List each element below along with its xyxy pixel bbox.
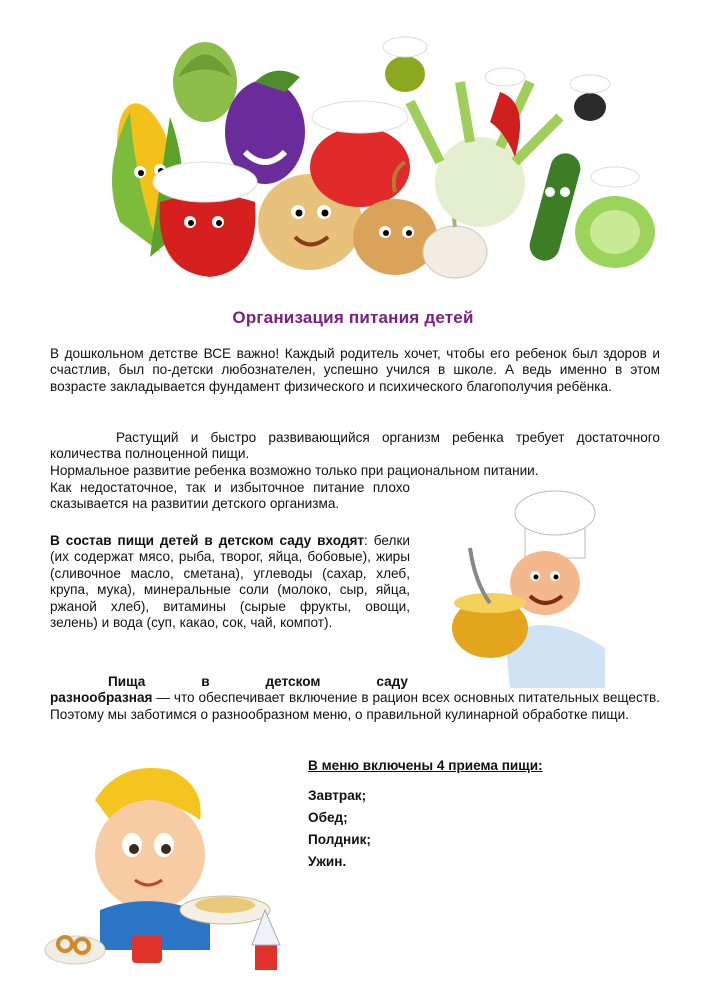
intro-paragraph: В дошкольном детстве ВСЕ важно! Каждый родитель хочет, чтобы его ребенок был здоров и счастлив, был по-детски любознателен, успешно учился в школе. А ведь именно в этом возрасте закладывается фундамент физического и психического благополучия ребёнка. xyxy=(50,346,660,394)
meal-breakfast: Завтрак; xyxy=(308,788,367,803)
meal-lunch: Обед; xyxy=(308,810,348,825)
composition-text: : белки (их содержат мясо, рыба, творог, яйца, бобовые), жиры (сливочное масло, сметана), углеводы (сахар, хлеб, крупа, мука), минеральные соли (молоко, сыр, яйца, ржаной хлеб), витамины (сырые фрукты, овощи, зелень) и вода (суп, какао, сок, чай, компот). xyxy=(50,533,410,631)
variety-text: — что обеспечивает включение в рацион всех основных питательных веществ. Поэтому мы заботимся о разнообразном меню, о правильной кулинарной обработке пищи. xyxy=(50,690,660,722)
composition-heading: В состав пищи детей в детском саду входят xyxy=(50,533,365,548)
meal-dinner: Ужин. xyxy=(308,854,347,869)
nutrition-paragraph: Растущий и быстро развивающийся организм ребенка требует достаточного количества полноценной пищи. xyxy=(50,430,660,462)
development-paragraph: Нормальное развитие ребенка возможно только при рациональном питании. xyxy=(50,463,539,478)
page-title: Организация питания детей xyxy=(232,308,474,327)
meal-snack: Полдник; xyxy=(308,832,371,847)
plate-icon xyxy=(180,896,270,924)
nutrition-balance-paragraph: Как недостаточное, так и избыточное питание плохо сказывается на развитии детского организма. xyxy=(50,480,410,512)
variety-bold: разнообразная xyxy=(50,690,153,706)
olive-icon xyxy=(383,37,427,92)
boy-illustration xyxy=(40,760,290,980)
artichoke-icon xyxy=(173,42,237,122)
boy-face xyxy=(95,800,205,910)
red-pepper-icon xyxy=(153,162,257,277)
meals-title: В меню включены 4 приема пищи: xyxy=(308,758,543,773)
chef-hat-icon xyxy=(515,491,595,558)
fennel-icon xyxy=(410,82,560,227)
pretzels-icon xyxy=(45,936,105,964)
composition-paragraph xyxy=(50,533,410,631)
vegetables-illustration xyxy=(60,22,660,284)
chef-illustration xyxy=(430,488,620,688)
cabbage-icon xyxy=(575,167,655,268)
variety-paragraph xyxy=(50,674,660,723)
zucchini-icon xyxy=(526,150,583,264)
meals-block xyxy=(308,758,638,873)
black-olive-icon xyxy=(570,75,610,121)
cup-icon xyxy=(132,935,162,963)
variety-line1: Пища в детском саду xyxy=(108,674,408,689)
